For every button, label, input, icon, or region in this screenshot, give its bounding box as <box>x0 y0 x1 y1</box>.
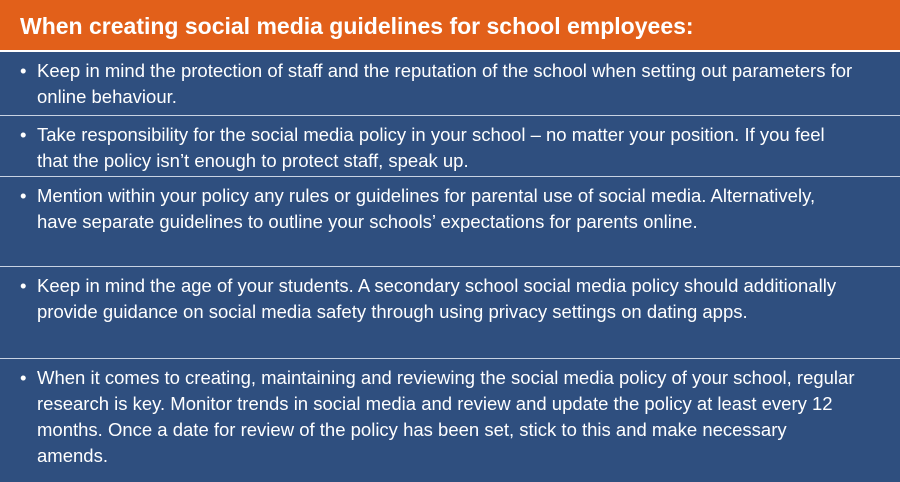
list-item <box>0 177 900 267</box>
list-item <box>0 359 900 480</box>
bullet-icon: • <box>20 60 27 81</box>
bullet-icon: • <box>20 367 27 388</box>
bullet-icon: • <box>20 275 27 296</box>
list-item <box>0 52 900 116</box>
list-item <box>0 116 900 177</box>
list-item-text: Keep in mind the age of your students. A secondary school social media policy should additionally provide guidance on social media safety through using privacy settings on dating apps. <box>37 275 837 322</box>
bullet-icon: • <box>20 185 27 206</box>
guidelines-list <box>0 52 900 482</box>
bullet-icon: • <box>20 124 27 145</box>
list-item-text: Take responsibility for the social media policy in your school – no matter your position. If you feel that the policy isn’t enough to protect staff, speak up. <box>37 124 825 171</box>
panel-title: When creating social media guidelines for school employees: <box>0 0 900 52</box>
list-item-text: When it comes to creating, maintaining and reviewing the social media policy of your school, regular research is key. Monitor trends in social media and review and update the policy at least every 12 months. Once a date for review of the policy has been set, stick to this and make necessary amends. <box>37 367 855 466</box>
list-item-text: Keep in mind the protection of staff and the reputation of the school when setting out parameters for online behaviour. <box>37 60 853 107</box>
list-item <box>0 267 900 359</box>
list-item-text: Mention within your policy any rules or guidelines for parental use of social media. Alternatively, have separate guidelines to outline your schools’ expectations for parents online. <box>37 185 816 232</box>
